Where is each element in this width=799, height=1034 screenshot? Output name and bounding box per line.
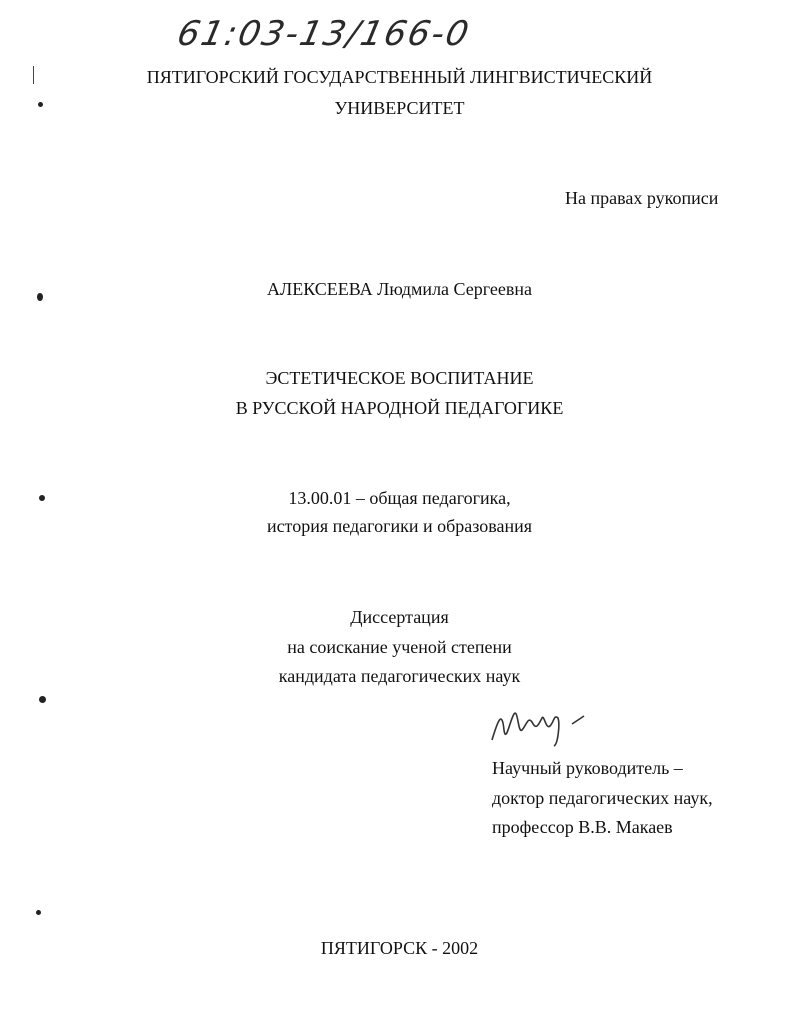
degree-line2: на соискание ученой степени — [287, 637, 512, 657]
thesis-title-line2: В РУССКОЙ НАРОДНОЙ ПЕДАГОГИКЕ — [235, 398, 564, 418]
degree-line1: Диссертация — [350, 607, 449, 627]
university-name-line1: ПЯТИГОРСКИЙ ГОСУДАРСТВЕННЫЙ ЛИНГВИСТИЧЕСКИЙ — [146, 67, 653, 87]
manuscript-note: На правах рукописи — [565, 188, 719, 208]
scan-artifact — [33, 66, 34, 84]
scan-artifact — [38, 102, 43, 107]
scan-artifact — [37, 293, 43, 301]
degree-line3: кандидата педагогических наук — [278, 666, 521, 686]
scan-artifact — [36, 910, 41, 915]
author-given-names: Людмила Сергеевна — [377, 279, 532, 299]
city-year: ПЯТИГОРСК - 2002 — [320, 938, 479, 958]
handwritten-archive-number: 61:03-13/166-0 — [173, 14, 475, 54]
supervisor-line2: доктор педагогических наук, — [492, 788, 713, 808]
scan-artifact — [39, 495, 45, 501]
author-name — [0, 278, 799, 300]
supervisor-signature — [488, 700, 598, 750]
thesis-title-line1: ЭСТЕТИЧЕСКОЕ ВОСПИТАНИЕ — [265, 368, 534, 388]
specialty-line2: история педагогики и образования — [266, 516, 533, 536]
specialty-line1: 13.00.01 – общая педагогика, — [288, 488, 511, 508]
author-surname: АЛЕКСЕЕВА — [267, 279, 373, 299]
supervisor-line3: профессор В.В. Макаев — [492, 817, 673, 837]
university-name-line2: УНИВЕРСИТЕТ — [334, 98, 465, 118]
scan-artifact — [39, 696, 46, 703]
supervisor-line1: Научный руководитель – — [492, 758, 683, 778]
